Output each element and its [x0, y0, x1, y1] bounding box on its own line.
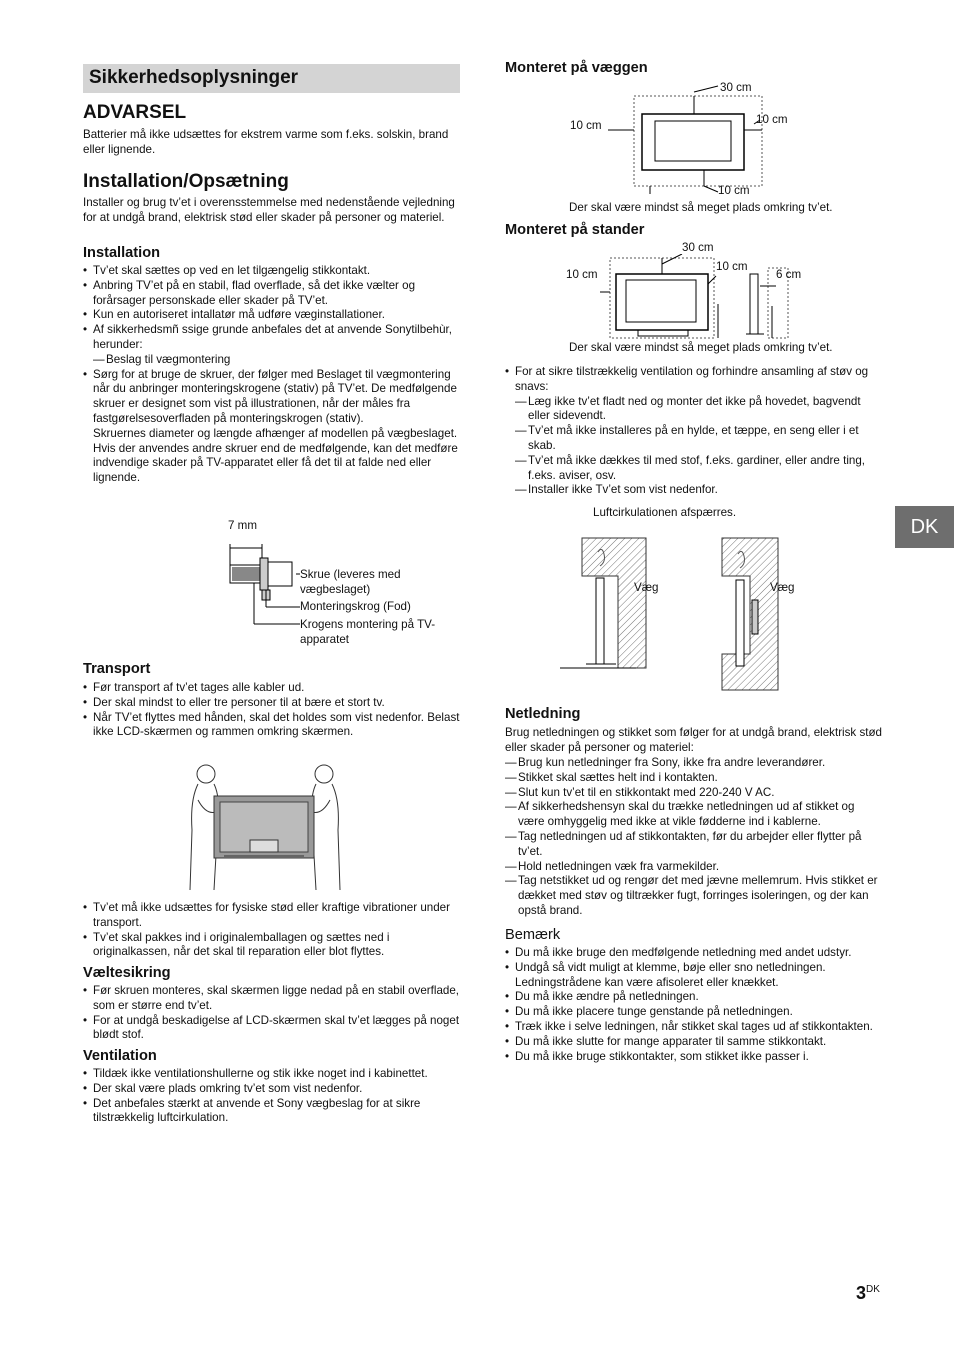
list-item: • Kun en autoriseret intallatør må udføre væginstallationer.: [83, 308, 460, 323]
stand-top-clearance: 30 cm: [682, 241, 714, 254]
list-item: • Der skal være plads omkring tv’et som vist nedenfor.: [83, 1082, 460, 1097]
list-item: — Tag netstikket ud og rengør det med jævne mellemrum. Hvis stikket er dækket med støv og tiltrækker fugt, forringes isoleringen, og der kan opstå brand.: [505, 874, 883, 918]
list-item: — Slut kun tv’et til en stikkontakt med 220-240 V AC.: [505, 786, 883, 801]
list-item: — Stikket skal sættes helt ind i kontakten.: [505, 771, 883, 786]
wall-top-clearance: 30 cm: [720, 81, 752, 94]
hook-label: Monteringskrog (Fod): [300, 600, 411, 613]
sub-list-item: — Tv’et må ikke installeres på en hylde, et tæppe, en seng eller i et skab.: [515, 424, 883, 454]
list-item: — Af sikkerhedshensyn skal du trække netledningen ud af stikket og være omhyggelig med ikke at vikle fødderne ind i kablerne.: [505, 800, 883, 830]
screw-label: Skrue (leveres med vægbeslaget): [300, 568, 401, 596]
list-item: • Undgå så vidt muligt at klemme, bøje eller sno netledningen. Ledningstrådene kan være afisoleret eller knækket.: [505, 961, 883, 991]
list-item: • Der skal mindst to eller tre personer til at bære et stort tv.: [83, 696, 460, 711]
stand-mount-caption: Der skal være mindst så meget plads omkring tv’et.: [569, 341, 833, 354]
power-list: [505, 756, 883, 919]
installation-title: Installation: [83, 245, 161, 261]
list-item: • Tv’et skal sættes op ved en let tilgængelig stikkontakt.: [83, 264, 460, 279]
section-header-bar: [83, 64, 460, 93]
wall-mount-diagram: [600, 82, 800, 198]
airflow-list: [505, 365, 883, 498]
list-item: • Anbring TV’et på en stabil, flad overflade, så det ikke vælter og forårsager personskade eller skader på TV’et.: [83, 279, 460, 309]
screw-dimension-label: 7 mm: [228, 519, 257, 532]
ventilation-list: [83, 1067, 460, 1126]
wall-label-1: Væg: [634, 581, 659, 594]
screw-diagram: [222, 534, 302, 630]
tipping-title: Væltesikring: [83, 965, 171, 981]
list-item: • For at undgå beskadigelse af LCD-skærmen skal tv’et lægges på noget blødt stof.: [83, 1014, 460, 1044]
airflow-blocked-diagram: [556, 536, 786, 692]
note-list: [505, 946, 883, 1064]
list-item: • Du må ikke placere tunge genstande på netledningen.: [505, 1005, 883, 1020]
airflow-blocked-caption: Luftcirkulationen afspærres.: [593, 506, 737, 519]
transport-list: [83, 681, 460, 740]
list-item: • Det anbefales stærkt at anvende et Sony vægbeslag for at sikre tilstrækkelig luftcirkulation.: [83, 1097, 460, 1127]
sub-list-item: — Beslag til vægmontering: [93, 353, 460, 368]
wall-mount-caption: Der skal være mindst så meget plads omkring tv’et.: [569, 201, 833, 214]
sub-list-item: — Installer ikke Tv’et som vist nedenfor.: [515, 483, 883, 498]
list-item: — Tag netledningen ud af stikkontakten, før du arbejder eller flytter på tv’et.: [505, 830, 883, 860]
list-item: • Du må ikke bruge stikkontakter, som stikket ikke passer i.: [505, 1050, 883, 1065]
hook-mount-label: Krogens montering på TV-apparatet: [300, 618, 436, 646]
list-item: • Du må ikke slutte for mange apparater til samme stikkontakt.: [505, 1035, 883, 1050]
stand-side-clearance: 6 cm: [776, 268, 802, 281]
installation-intro: Installer og brug tv’et i overensstemmelse med nedenstående vejledning for at undgå brand, elektrisk stød eller skader på personer og materiel.: [83, 196, 455, 224]
list-item: • Før skruen monteres, skal skærmen ligge nedad på en stabil overflade, som er større end tv’et.: [83, 984, 460, 1014]
installation-main-title: Installation/Opsætning: [83, 171, 289, 192]
wall-left-clearance: 10 cm: [570, 119, 602, 132]
list-item: • Træk ikke i selve ledningen, når stikket skal tages ud af stikkontakten.: [505, 1020, 883, 1035]
wall-mount-title: Monteret på væggen: [505, 60, 648, 76]
page-number: $3^{DK}$: [856, 1283, 880, 1303]
ventilation-title: Ventilation: [83, 1048, 157, 1064]
stand-left-clearance: 10 cm: [566, 268, 598, 281]
list-item: • Når TV’et flyttes med hånden, skal det holdes som vist nedenfor. Belast ikke LCD-skærmen og rammen omkring skærmen.: [83, 711, 460, 741]
stand-mount-diagram: [600, 254, 820, 340]
list-item: — Brug kun netledninger fra Sony, ikke fra andre leverandører.: [505, 756, 883, 771]
power-intro: Brug netledningen og stikket som følger for at undgå brand, elektrisk stød eller skader på personer og materiel:: [505, 726, 882, 754]
section-title: Sikkerhedsoplysninger: [89, 67, 299, 88]
list-item: • Du må ikke ændre på netledningen.: [505, 990, 883, 1005]
stand-right-clearance: 10 cm: [716, 260, 748, 273]
stand-mount-title: Monteret på stander: [505, 222, 645, 238]
carrying-tv-illustration: [184, 760, 344, 892]
warning-text: Batterier må ikke udsættes for ekstrem varme som f.eks. solskin, brand eller lignende.: [83, 128, 449, 156]
list-item: • Tv’et skal pakkes ind i originalemballagen og sættes ned i originalkassen, når det skal til reparation eller blot flyttes.: [83, 931, 460, 961]
transport-list-2: [83, 901, 460, 960]
power-title: Netledning: [505, 706, 581, 722]
list-item: • Sørg for at bruge de skruer, der følger med Beslaget til vægmontering når du anbringer monteringskrogene (stativ) på TV’et. De medfølgende skruer er designet som vist på illustrationen, når der måles fra fastgørelsesoverfladen på monteringskrogen (stativ). Skruernes diameter og længde afhænger af modellen på vægbeslaget. Hvis der anvendes andre skruer end de medfølgende, kan det medføre indvendige skader på TV-apparatet eller få det til at falde ned eller lignende.: [83, 368, 460, 486]
installation-list: [83, 264, 460, 486]
list-item: • Tv’et må ikke udsættes for fysiske stød eller kraftige vibrationer under transport.: [83, 901, 460, 931]
tipping-list: [83, 984, 460, 1043]
list-item: • For at sikre tilstrækkelig ventilation og forhindre ansamling af støv og snavs: — Læg ikke tv’et fladt ned og monter det ikke på hovedet, bagvendt eller sidevendt. — Tv’et må ikke installeres på en hylde, et tæppe, en seng eller i et skab. — Tv’et må ikke dækkes til med stof, f.eks. gardiner, eller andre ting, f.eks. aviser, osv. — Installer ikke Tv’et som vist nedenfor.: [505, 365, 883, 498]
wall-right-clearance: 10 cm: [756, 113, 788, 126]
wall-bottom-clearance: 10 cm: [718, 184, 750, 197]
sub-list-item: — Tv’et må ikke dækkes til med stof, f.eks. gardiner, eller andre ting, f.eks. aviser, osv.: [515, 454, 883, 484]
transport-title: Transport: [83, 661, 151, 677]
list-item: • Du må ikke bruge den medfølgende netledning med andet udstyr.: [505, 946, 883, 961]
list-item: — Hold netledningen væk fra varmekilder.: [505, 860, 883, 875]
list-item: • Af sikkerhedsmñ ssige grunde anbefales det at anvende Sonytilbehùr, herunder: — Beslag til vægmontering: [83, 323, 460, 367]
list-item: • Tildæk ikke ventilationshullerne og stik ikke noget ind i kabinettet.: [83, 1067, 460, 1082]
sub-list-item: — Læg ikke tv’et fladt ned og monter det ikke på hovedet, bagvendt eller sidevendt.: [515, 395, 883, 425]
wall-label-2: Væg: [770, 581, 795, 594]
note-title: Bemærk: [505, 927, 561, 943]
warning-title: ADVARSEL: [83, 102, 187, 123]
language-tab: DK: [895, 506, 954, 548]
list-item: • Før transport af tv’et tages alle kabler ud.: [83, 681, 460, 696]
